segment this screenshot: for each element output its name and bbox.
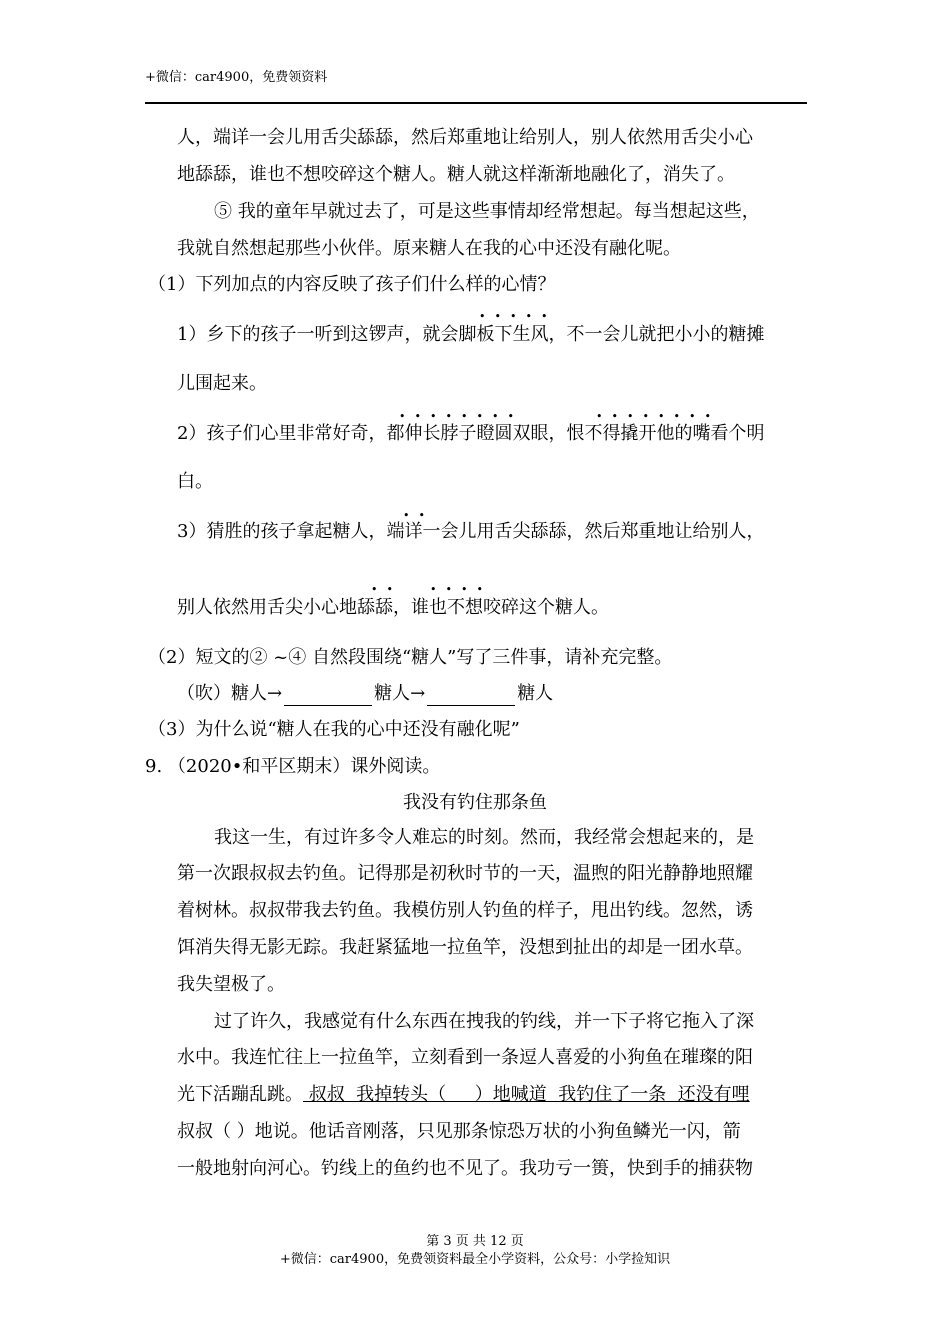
reading-line: 水中。我连忙往上一拉鱼竿，立刻看到一条逗人喜爱的小狗鱼在璀璨的阳 — [177, 1047, 753, 1068]
question-1-item-3: 3）猜胜的孩子拿起糖人，端详一会儿用舌尖舔舔，然后郑重地让给别人， — [177, 521, 765, 542]
question-3-prompt: （3）为什么说“糖人在我的心中还没有融化呢” — [148, 719, 520, 740]
question-9-header — [145, 755, 440, 779]
page-number: 第 3 页 共 12 页 — [426, 1234, 524, 1249]
emphasis-dots: ••••• — [479, 310, 557, 323]
emphasis-dots: •••• — [430, 583, 492, 596]
header-note: +微信：car4900，免费领资料 — [145, 70, 328, 85]
question-source: （2020•和平区期末）课外阅读。 — [167, 756, 441, 777]
emphasis-dots: •• — [403, 509, 434, 522]
fill-label: 糖人 — [517, 683, 554, 704]
question-1-item-1-cont: 儿围起来。 — [177, 373, 267, 394]
header-divider — [145, 102, 807, 104]
question-1-item-2: 2）孩子们心里非常好奇，都伸长脖子瞪圆双眼，恨不得撬开他的嘴看个明 — [177, 423, 765, 444]
question-1-item-2-cont: 白。 — [177, 471, 213, 492]
passage-line: 我就自然想起那些小伙伴。原来糖人在我的心中还没有融化呢。 — [177, 238, 681, 259]
question-2-prompt: （2）短文的② ~④ 自然段围绕“糖人”写了三件事，请补充完整。 — [148, 647, 673, 668]
question-2-fill-line — [177, 682, 553, 706]
emphasis-dots: •••••••• — [596, 410, 720, 423]
passage-line: 地舔舔，谁也不想咬碎这个糖人。糖人就这样渐渐地融化了，消失了。 — [177, 164, 735, 185]
reading-line: 我这一生，有过许多令人难忘的时刻。然而，我经常会想起来的，是 — [214, 827, 754, 848]
question-number: 9. — [145, 756, 163, 777]
fill-label: 糖人→ — [374, 683, 426, 704]
question-1-item-1: 1）乡下的孩子一听到这锣声，就会脚板下生风，不一会儿就把小小的糖摊 — [177, 324, 765, 345]
answer-blank[interactable] — [427, 687, 515, 706]
reading-line: 一般地射向河心。钓线上的鱼约也不见了。我功亏一篑，快到手的捕获物 — [177, 1158, 753, 1179]
footer-note: +微信：car4900，免费领资料最全小学资料，公众号：小学捡知识 — [279, 1252, 671, 1267]
question-1-item-3-cont: 别人依然用舌尖小心地舔舔，谁也不想咬碎这个糖人。 — [177, 597, 609, 618]
question-1-prompt: （1）下列加点的内容反映了孩子们什么样的心情？ — [148, 274, 556, 295]
reading-title: 我没有钓住那条鱼 — [403, 792, 547, 813]
reading-line: 我失望极了。 — [177, 974, 285, 995]
reading-line: 饵消失得无影无踪。我赶紧猛地一拉鱼竿，没想到扯出的却是一团水草。 — [177, 937, 753, 958]
passage-line: 人，端详一会儿用舌尖舔舔，然后郑重地让给别人，别人依然用舌尖小心 — [177, 127, 753, 148]
reading-line: 叔叔（ ）地说。他话音刚落，只见那条惊恐万状的小狗鱼鳞光一闪，箭 — [177, 1121, 741, 1142]
reading-line: 第一次跟叔叔去钓鱼。记得那是初秋时节的一天，温煦的阳光静静地照耀 — [177, 863, 753, 884]
reading-line: 着树林。叔叔带我去钓鱼。我模仿别人钓鱼的样子，甩出钓线。忽然，诱 — [177, 900, 753, 921]
emphasis-dots: •• — [371, 583, 402, 596]
reading-line: 过了许久，我感觉有什么东西在拽我的钓线，并一下子将它拖入了深 — [214, 1011, 754, 1032]
passage-line: ⑤ 我的童年早就过去了，可是这些事情却经常想起。每当想起这些， — [214, 201, 760, 222]
underlined-punctuation-exercise: 叔叔 我掉转头（ ）地喊道 我钓住了一条 还没有哩 — [303, 1084, 750, 1105]
reading-text: 光下活蹦乱跳。 — [177, 1084, 303, 1105]
emphasis-dots: •••••••• — [399, 410, 523, 423]
answer-blank[interactable] — [284, 687, 372, 706]
fill-label: （吹）糖人→ — [177, 683, 283, 704]
reading-line — [177, 1083, 750, 1107]
